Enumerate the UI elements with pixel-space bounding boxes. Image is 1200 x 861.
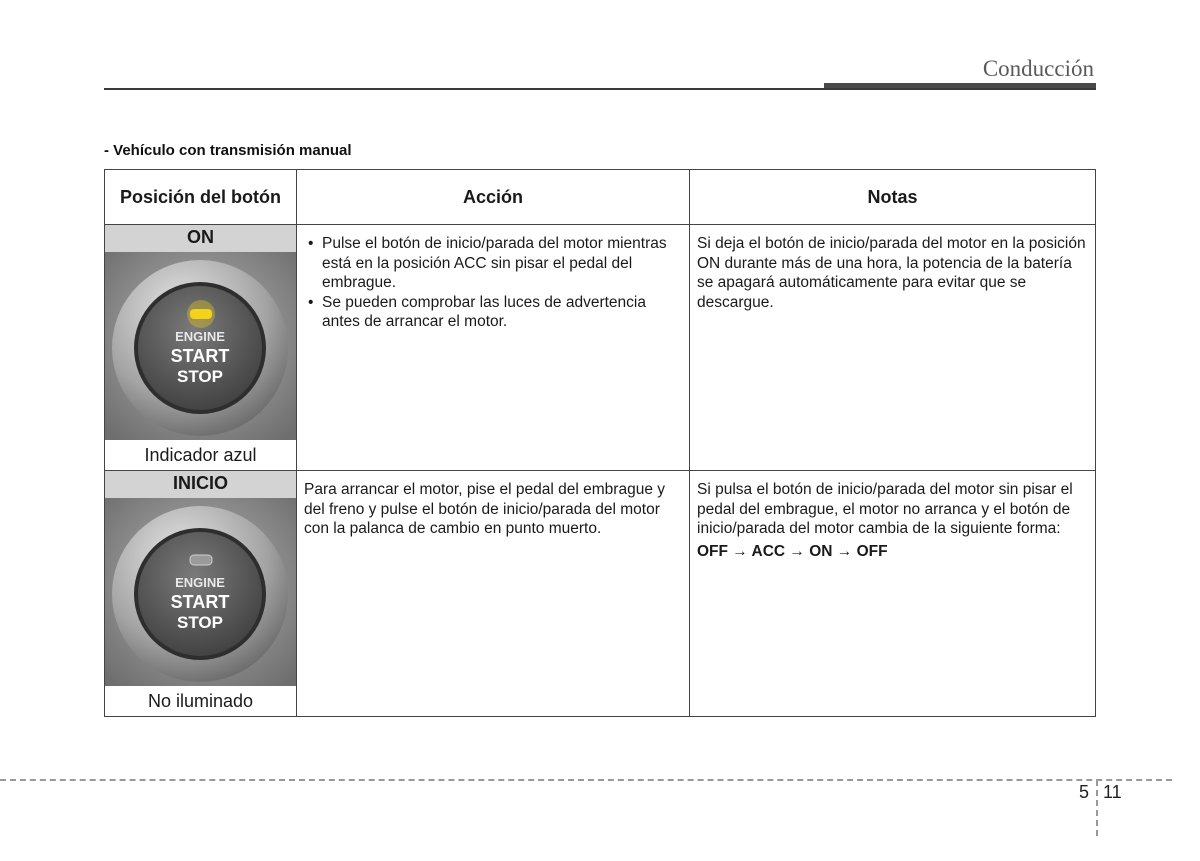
header-position: Posición del botón [105,170,297,225]
engine-start-button-image [105,498,296,686]
notes-cell [690,225,1096,471]
indicator-caption: Indicador azul [144,445,257,465]
button-text-stop: STOP [177,367,223,386]
header-notes: Notas [690,170,1096,225]
page-header-title: Conducción [982,56,1094,81]
table-header-row [105,170,1096,225]
header-rule [104,88,1096,90]
notes-text: Si pulsa el botón de inicio/parada del motor sin pisar el pedal del embrague, el motor no arranca y el botón de inicio/parada del motor cambia de la siguiente forma: [697,481,1073,537]
indicator-light-icon [190,555,212,565]
action-bullet: • Pulse el botón de inicio/parada del motor mientras está en la posición ACC sin pisar el pedal del embrague. [322,234,682,293]
button-position-table [104,169,1096,717]
section-number: 5 [1079,782,1090,802]
page-number: 11 [1103,782,1122,802]
position-label: INICIO [105,471,296,498]
table-row [105,225,1096,471]
section-heading: - Vehículo con transmisión manual [104,142,352,159]
button-text-start: START [170,592,230,612]
footer-rule [0,779,1172,781]
action-cell [297,225,690,471]
button-text-start: START [170,346,230,366]
indicator-caption: No iluminado [147,691,254,711]
position-label: ON [105,225,296,252]
position-cell [105,471,297,717]
position-cell [105,225,297,471]
button-text-stop: STOP [177,613,223,632]
indicator-light-icon [187,300,215,328]
button-text-engine: ENGINE [175,329,225,344]
footer-divider [1096,780,1098,836]
button-text-engine: ENGINE [175,575,225,590]
notes-sequence: OFF → ACC → ON → OFF [697,542,888,560]
notes-text: Si deja el botón de inicio/parada del motor en la posición ON durante más de una hora, la potencia de la batería se apagará automáticamente para evitar que se descargue. [697,235,1086,311]
action-text: Para arrancar el motor, pise el pedal del embrague y del freno y pulse el botón de inicio/parada del motor con la palanca de cambio en punto muerto. [304,481,666,537]
notes-cell [690,471,1096,717]
header-action: Acción [297,170,690,225]
engine-start-button-image [105,252,296,440]
action-cell [297,471,690,717]
table-row [105,471,1096,717]
action-bullet: • Se pueden comprobar las luces de advertencia antes de arrancar el motor. [322,293,682,332]
